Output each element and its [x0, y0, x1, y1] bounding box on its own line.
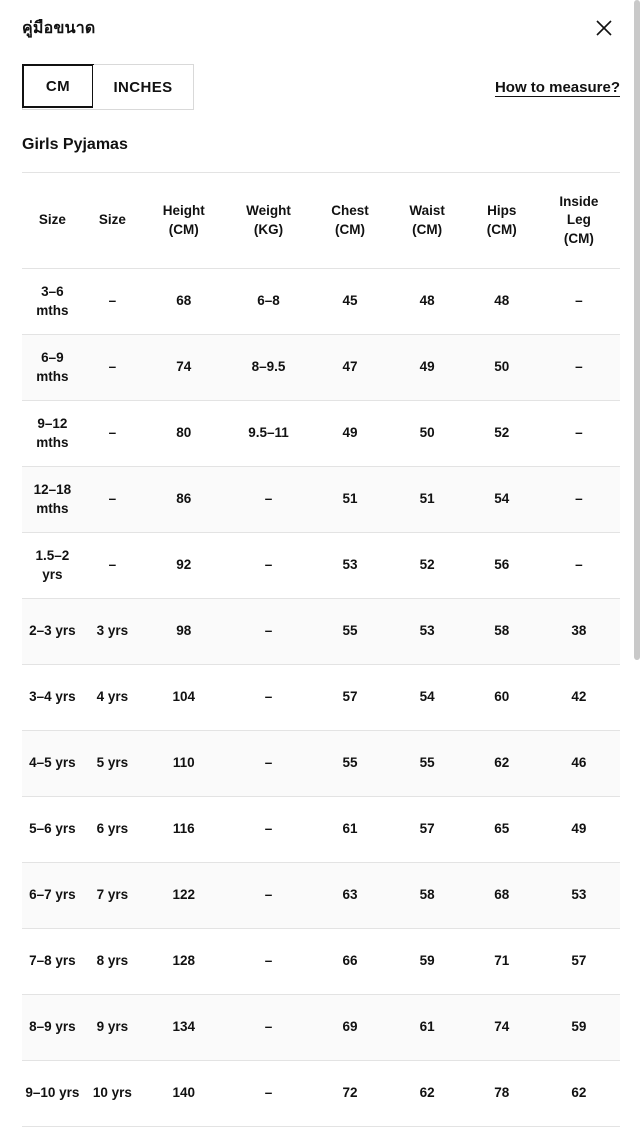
- table-cell: 55: [389, 731, 466, 797]
- table-cell: 51: [311, 467, 388, 533]
- size-table-container: [0, 154, 640, 1127]
- table-cell: 5 yrs: [83, 731, 142, 797]
- table-cell: –: [83, 335, 142, 401]
- page-title: คู่มือขนาด: [22, 19, 96, 37]
- table-cell: 62: [389, 1061, 466, 1127]
- table-cell: 4–5 yrs: [22, 731, 83, 797]
- table-row: [22, 533, 620, 599]
- unit-button-cm[interactable]: CM: [22, 64, 94, 108]
- table-row: [22, 467, 620, 533]
- table-cell: 65: [466, 797, 538, 863]
- table-cell: –: [538, 533, 620, 599]
- table-cell: 72: [311, 1061, 388, 1127]
- table-cell: 1.5–2 yrs: [22, 533, 83, 599]
- table-cell: 98: [142, 599, 225, 665]
- column-header-height: Height (CM): [142, 173, 225, 269]
- column-header-size-age: Size: [22, 173, 83, 269]
- table-row: [22, 401, 620, 467]
- table-cell: –: [226, 599, 312, 665]
- table-cell: 104: [142, 665, 225, 731]
- table-cell: 53: [389, 599, 466, 665]
- table-cell: 55: [311, 731, 388, 797]
- table-cell: 8–9 yrs: [22, 995, 83, 1061]
- table-cell: –: [226, 797, 312, 863]
- table-cell: 140: [142, 1061, 225, 1127]
- column-header-weight: Weight (KG): [226, 173, 312, 269]
- table-cell: 61: [389, 995, 466, 1061]
- table-cell: 78: [466, 1061, 538, 1127]
- table-cell: –: [226, 929, 312, 995]
- table-cell: 57: [311, 665, 388, 731]
- table-cell: 4 yrs: [83, 665, 142, 731]
- column-header-size-label: Size: [83, 173, 142, 269]
- table-cell: 38: [538, 599, 620, 665]
- table-cell: 49: [389, 335, 466, 401]
- unit-button-inches[interactable]: INCHES: [93, 65, 193, 109]
- table-header-row: [22, 173, 620, 269]
- table-row: [22, 797, 620, 863]
- table-row: [22, 863, 620, 929]
- table-cell: 7 yrs: [83, 863, 142, 929]
- page-scrollbar-track[interactable]: [634, 0, 640, 1142]
- table-cell: 8 yrs: [83, 929, 142, 995]
- page-scrollbar-thumb[interactable]: [634, 0, 640, 660]
- table-row: [22, 1061, 620, 1127]
- table-cell: 58: [389, 863, 466, 929]
- table-cell: 66: [311, 929, 388, 995]
- table-cell: –: [226, 1061, 312, 1127]
- table-cell: 50: [389, 401, 466, 467]
- table-cell: 57: [538, 929, 620, 995]
- table-cell: 134: [142, 995, 225, 1061]
- table-cell: –: [83, 467, 142, 533]
- table-cell: 52: [466, 401, 538, 467]
- table-cell: 74: [466, 995, 538, 1061]
- table-cell: 62: [538, 1061, 620, 1127]
- table-cell: 5–6 yrs: [22, 797, 83, 863]
- table-cell: 56: [466, 533, 538, 599]
- table-cell: 86: [142, 467, 225, 533]
- table-cell: 12–18 mths: [22, 467, 83, 533]
- table-cell: –: [226, 863, 312, 929]
- table-row: [22, 995, 620, 1061]
- table-cell: 9–10 yrs: [22, 1061, 83, 1127]
- table-cell: 55: [311, 599, 388, 665]
- table-cell: 51: [389, 467, 466, 533]
- table-cell: 2–3 yrs: [22, 599, 83, 665]
- table-cell: 48: [389, 269, 466, 335]
- how-to-measure-link[interactable]: How to measure?: [494, 78, 620, 96]
- table-row: [22, 731, 620, 797]
- table-cell: 49: [538, 797, 620, 863]
- unit-toggle-group[interactable]: [22, 64, 194, 110]
- unit-toggle-row: [0, 56, 640, 110]
- table-cell: 9.5–11: [226, 401, 312, 467]
- table-cell: 42: [538, 665, 620, 731]
- table-cell: 45: [311, 269, 388, 335]
- table-header: [22, 173, 620, 269]
- table-cell: –: [538, 401, 620, 467]
- close-button[interactable]: [588, 12, 620, 44]
- table-cell: 80: [142, 401, 225, 467]
- table-cell: –: [538, 269, 620, 335]
- table-cell: 54: [466, 467, 538, 533]
- table-cell: 68: [142, 269, 225, 335]
- column-header-hips: Hips (CM): [466, 173, 538, 269]
- table-row: [22, 929, 620, 995]
- table-cell: –: [226, 467, 312, 533]
- table-cell: 59: [389, 929, 466, 995]
- table-cell: –: [226, 995, 312, 1061]
- table-cell: –: [226, 731, 312, 797]
- table-cell: 8–9.5: [226, 335, 312, 401]
- table-cell: 74: [142, 335, 225, 401]
- table-cell: 57: [389, 797, 466, 863]
- table-cell: 6–9 mths: [22, 335, 83, 401]
- table-row: [22, 599, 620, 665]
- table-cell: 46: [538, 731, 620, 797]
- table-cell: 9–12 mths: [22, 401, 83, 467]
- table-cell: 10 yrs: [83, 1061, 142, 1127]
- table-cell: 71: [466, 929, 538, 995]
- table-cell: 54: [389, 665, 466, 731]
- table-cell: 50: [466, 335, 538, 401]
- table-cell: 128: [142, 929, 225, 995]
- table-cell: 62: [466, 731, 538, 797]
- table-cell: 53: [538, 863, 620, 929]
- table-cell: 68: [466, 863, 538, 929]
- table-cell: 48: [466, 269, 538, 335]
- table-cell: 63: [311, 863, 388, 929]
- table-row: [22, 269, 620, 335]
- table-cell: –: [538, 467, 620, 533]
- column-header-inside-leg: Inside Leg (CM): [538, 173, 620, 269]
- table-cell: 122: [142, 863, 225, 929]
- table-cell: 116: [142, 797, 225, 863]
- size-chart-section-title: Girls Pyjamas: [22, 136, 128, 153]
- table-row: [22, 665, 620, 731]
- table-cell: –: [538, 335, 620, 401]
- size-table: [22, 172, 620, 1127]
- table-cell: 53: [311, 533, 388, 599]
- table-cell: 3 yrs: [83, 599, 142, 665]
- table-cell: –: [226, 533, 312, 599]
- table-cell: 69: [311, 995, 388, 1061]
- table-cell: 110: [142, 731, 225, 797]
- table-cell: 60: [466, 665, 538, 731]
- column-header-waist: Waist (CM): [389, 173, 466, 269]
- table-cell: 49: [311, 401, 388, 467]
- close-icon: [594, 18, 614, 38]
- table-row: [22, 335, 620, 401]
- table-cell: 9 yrs: [83, 995, 142, 1061]
- table-body: [22, 269, 620, 1127]
- table-cell: 52: [389, 533, 466, 599]
- table-cell: 58: [466, 599, 538, 665]
- table-cell: 6–7 yrs: [22, 863, 83, 929]
- table-cell: 3–6 mths: [22, 269, 83, 335]
- table-cell: –: [83, 401, 142, 467]
- table-cell: 7–8 yrs: [22, 929, 83, 995]
- column-header-chest: Chest (CM): [311, 173, 388, 269]
- table-cell: 61: [311, 797, 388, 863]
- table-cell: 59: [538, 995, 620, 1061]
- table-cell: –: [226, 665, 312, 731]
- table-cell: –: [83, 533, 142, 599]
- table-cell: 6 yrs: [83, 797, 142, 863]
- table-cell: 3–4 yrs: [22, 665, 83, 731]
- table-cell: 92: [142, 533, 225, 599]
- table-cell: –: [83, 269, 142, 335]
- table-cell: 6–8: [226, 269, 312, 335]
- dialog-header: [0, 0, 640, 56]
- table-cell: 47: [311, 335, 388, 401]
